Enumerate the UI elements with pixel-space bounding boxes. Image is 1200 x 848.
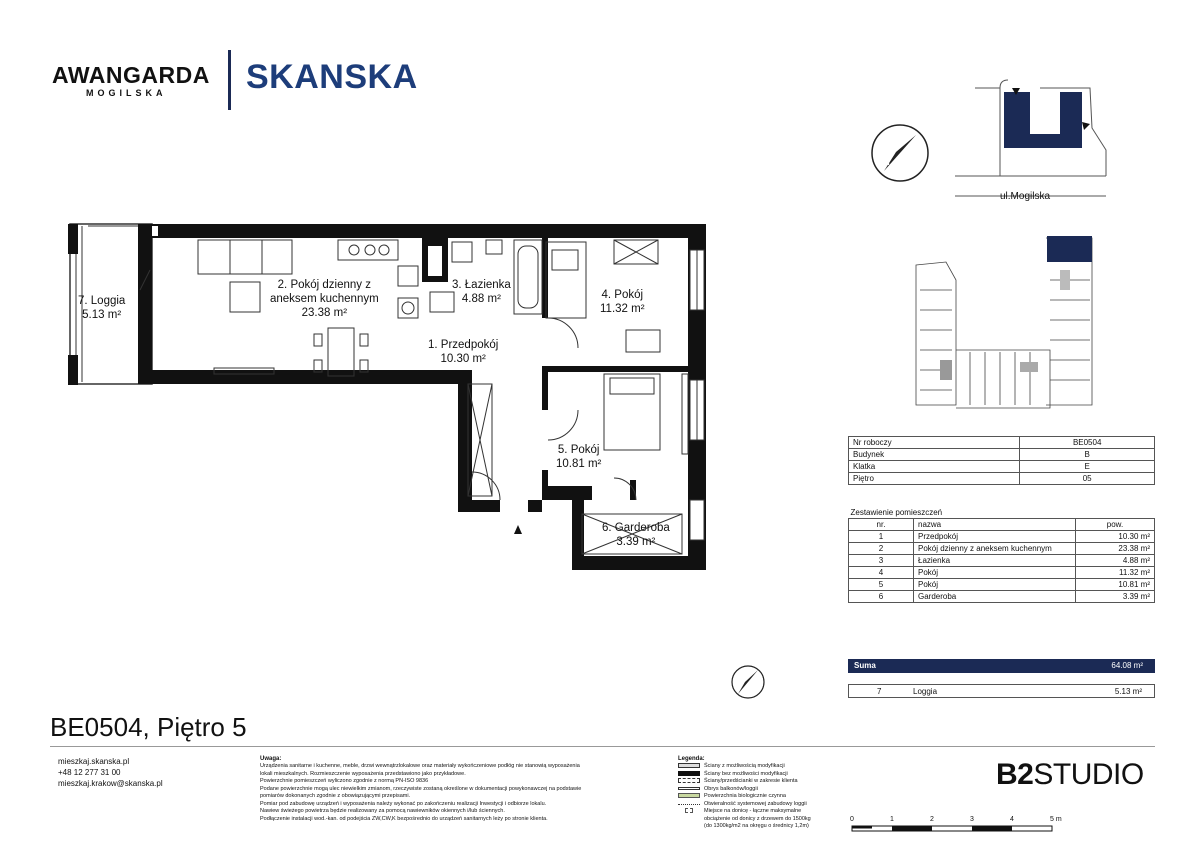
legend-item: Ściany z możliwością modyfikacji <box>678 763 811 771</box>
table-row: 3 Łazienka 4.88 m² <box>849 555 1155 567</box>
site-map <box>955 80 1106 196</box>
sum-row: Suma 64.08 m² <box>848 659 1155 673</box>
rooms-table-title: Zestawienie pomieszczeń <box>849 507 1155 519</box>
label-room-4: 4. Pokój 11.32 m² <box>600 289 645 315</box>
table-row: Budynek B <box>849 449 1155 461</box>
table-row: Piętro 05 <box>849 473 1155 485</box>
contact-website[interactable]: mieszkaj.skanska.pl <box>58 757 130 766</box>
studio-logo: B2STUDIO <box>996 758 1144 791</box>
notes-title: Uwaga: <box>260 756 282 762</box>
scale-tick-label: 1 <box>890 816 894 823</box>
scale-bar <box>852 826 1052 831</box>
apartment-info-table <box>848 436 1155 485</box>
scale-tick-label: 5 m <box>1050 816 1062 823</box>
contact-info <box>58 756 163 789</box>
scale-tick-label: 0 <box>850 816 854 823</box>
brand-developer: SKANSKA <box>246 58 418 96</box>
legend-item: Ściany bez możliwości modyfikacji <box>678 771 811 779</box>
label-wardrobe: 6. Garderoba 3.39 m² <box>602 522 670 548</box>
entrance-marker <box>514 525 522 534</box>
scale-tick-label: 2 <box>930 816 934 823</box>
table-row: Klatka E <box>849 461 1155 473</box>
label-loggia: 7. Loggia 5.13 m² <box>78 295 126 321</box>
table-row: 5 Pokój 10.81 m² <box>849 579 1155 591</box>
label-bathroom: 3. Łazienka 4.88 m² <box>452 279 511 305</box>
rooms-table <box>848 507 1155 603</box>
table-row: 4 Pokój 11.32 m² <box>849 567 1155 579</box>
brand-project: AWANGARDA <box>52 62 210 88</box>
legend-item: Otwieralność systemowej zabudowy loggii <box>678 801 811 809</box>
legend-item: Ściany/przedścianki w zakresie klienta <box>678 778 811 786</box>
legend-item: Powierzchnia biologicznie czynna <box>678 793 811 801</box>
legend-item: Miejsce na donicę - łączne maksymalne <box>678 808 811 816</box>
legend-item: Obrys balkonów/loggii <box>678 786 811 794</box>
scale-tick-label: 4 <box>1010 816 1014 823</box>
north-arrow-icon <box>872 125 928 181</box>
brand-subtitle: MOGILSKA <box>86 88 167 98</box>
label-living-room: 2. Pokój dzienny z aneksem kuchennym 23.38 m² <box>270 279 379 319</box>
scale-tick-label: 3 <box>970 816 974 823</box>
street-label: ul.Mogilska <box>1000 191 1051 202</box>
apartment-title: BE0504, Piętro 5 <box>50 712 247 742</box>
contact-phone: +48 12 277 31 00 <box>58 768 121 777</box>
legend: Ściany z możliwością modyfikacji Ściany bez możliwości modyfikacji Ściany/przedścianki w zakresie klienta Obrys balkonów/loggii Powierzchnia biologicznie czynna Otwieralność systemowej zabudowy loggii Miejsce na donicę - łączne maksymalne obciążenie od donicy z drzewem do 1500kg (do 1300kg/m2 na okręgu o średnicy 1,2m) <box>678 763 811 831</box>
table-row: 2 Pokój dzienny z aneksem kuchennym 23.38 m² <box>849 543 1155 555</box>
notes: Urządzenia sanitarne i kuchenne, meble, drzwi wewnątrzlokalowe oraz materiały wykończeniowe podłóg nie stanowią wyposażenia lokali mieszkalnych. Rozmieszczenie wyposażenia przedstawiono jako przykładowe. Powierzchnie pomieszczeń wyliczono zgodnie z normą PN-ISO 9836 Podane powierzchnie mogą ulec niewielkim zmianom, rzeczywiste zostaną określone w dokumentacji powykonawczej na podstawie pomiarów dokonanych zgodnie z obowiązującymi przepisami. Pomiar pod zabudowę urządzeń i wyposażenia należy wykonać po zakończeniu realizacji Inwestycji i odbiorze lokalu. Nawiew świeżego powietrza będzie realizowany za pomocą nawiewników okiennych i/lub ściennych. Podłączenie instalacji wod.-kan. od podejścia ZW,CW,K bezpośrednio do urządzeń sanitarnych leży po stronie klienta. <box>260 763 582 822</box>
label-room-5: 5. Pokój 10.81 m² <box>556 444 602 470</box>
table-row: Nr roboczy BE0504 <box>849 437 1155 449</box>
building-keyplan <box>916 238 1092 408</box>
contact-email[interactable]: mieszkaj.krakow@skanska.pl <box>58 779 163 788</box>
legend-title: Legenda: <box>678 756 705 762</box>
footer-divider <box>50 746 1155 747</box>
north-arrow-small-icon <box>732 666 764 698</box>
table-row: 1 Przedpokój 10.30 m² <box>849 531 1155 543</box>
svg-text:N: N <box>884 158 890 167</box>
label-hall: 1. Przedpokój 10.30 m² <box>428 339 499 365</box>
table-row: 6 Garderoba 3.39 m² <box>849 591 1155 603</box>
loggia-row: 7 Loggia 5.13 m² <box>848 684 1155 698</box>
table-header: nr. nazwa pow. <box>849 519 1155 531</box>
